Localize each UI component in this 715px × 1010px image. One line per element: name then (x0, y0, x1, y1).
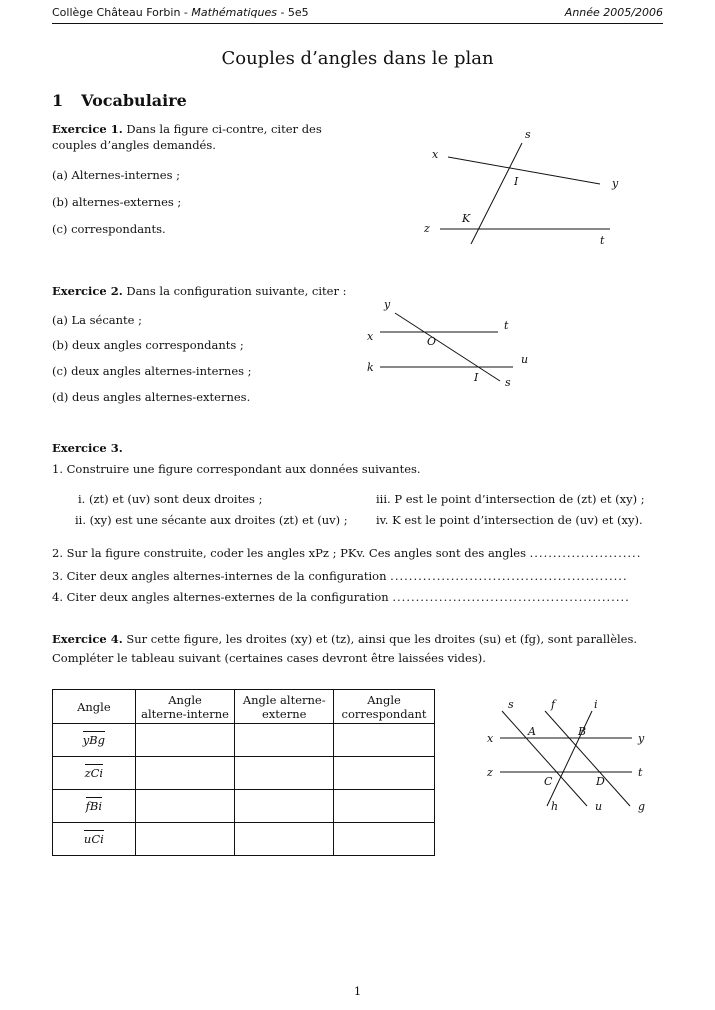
ex4-th-alt-int (135, 690, 235, 724)
ex1-label-y: y (612, 177, 619, 190)
ex3-label: Exercice 3. (52, 441, 123, 455)
ex2-label: Exercice 2. (52, 284, 123, 298)
ex3-q3-row (52, 569, 628, 583)
angle-name: yBg (82, 733, 105, 747)
ex1-label-K: K (462, 212, 471, 225)
angle-name: fBi (85, 799, 103, 813)
ex4-label-t: t (638, 766, 643, 779)
answer-cell[interactable] (334, 823, 435, 856)
ex1-label-x: x (432, 148, 439, 161)
ex1-item-a: (a) Alternes-internes ; (52, 168, 181, 182)
answer-cell[interactable] (334, 724, 435, 757)
ex2-label-I: I (474, 371, 479, 384)
ex1-figure (423, 128, 619, 247)
ex3-q4: 4. Citer deux angles alternes-externes de la configuration (52, 590, 389, 604)
ex1-label-t: t (600, 234, 605, 247)
ex3-q1: 1. Construire une figure correspondant aux données suivantes. (52, 462, 421, 476)
ex4-label-g: g (638, 800, 646, 813)
ex4-label-C: C (544, 775, 553, 788)
ex1-item-b: (b) alternes-externes ; (52, 195, 182, 209)
answer-cell[interactable] (135, 757, 235, 790)
ex4-row-angle (53, 724, 136, 757)
ex2-intro (52, 284, 347, 298)
ex2-label-x: x (367, 330, 374, 343)
ex4-th-alt-ext-l2: externe (262, 706, 307, 721)
ex4-row-angle (53, 823, 136, 856)
ex3-q2: 2. Sur la figure construite, coder les angles xPz ; PKv. Ces angles sont des angles (52, 546, 526, 560)
ex2-figure (367, 298, 528, 389)
ex3-q2-dots: ........................ (529, 546, 642, 560)
ex4-label-z: z (487, 766, 493, 779)
ex2-item-c: (c) deux angles alternes-internes ; (52, 364, 252, 378)
ex3-item-i: i. (zt) et (uv) sont deux droites ; (78, 492, 263, 506)
answer-cell[interactable] (334, 790, 435, 823)
ex4-figure (486, 698, 645, 813)
ex4-th-corr-l1: Angle (367, 692, 401, 707)
ex4-th-corr (334, 690, 435, 724)
ex3-item-iv: iv. K est le point d’intersection de (uv) et (xy). (376, 513, 643, 527)
table-row (53, 823, 435, 856)
ex2-label-O: O (427, 335, 437, 348)
answer-cell[interactable] (235, 790, 334, 823)
ex4-row-angle (53, 790, 136, 823)
ex4-text-line2: Compléter le tableau suivant (certaines cases devront être laissées vides). (52, 651, 486, 665)
ex4-th-alt-ext-l1: Angle alterne- (242, 692, 326, 707)
ex3-item-iii: iii. P est le point d’intersection de (zt) et (xy) ; (376, 492, 645, 506)
answer-cell[interactable] (235, 724, 334, 757)
section-number: 1 (52, 91, 64, 110)
table-row (53, 790, 435, 823)
ex1-label-z: z (424, 222, 430, 235)
header-class: - 5e5 (276, 6, 309, 19)
header-school: Collège Château Forbin - (52, 6, 192, 19)
ex4-line-su (502, 711, 587, 806)
answer-cell[interactable] (135, 790, 235, 823)
ex2-label-u: u (521, 353, 529, 366)
ex4-label-D: D (596, 775, 605, 788)
ex1-line-xy (448, 157, 600, 184)
ex4-label-i: i (594, 698, 598, 711)
ex4-table (52, 689, 435, 856)
ex1-text-line2: couples d’angles demandés. (52, 138, 216, 152)
ex4-table-header (53, 690, 435, 724)
ex4-line-fg (545, 711, 630, 806)
ex4-text-line1: Sur cette figure, les droites (xy) et (tz), ainsi que les droites (su) et (fg), sont parallèles. (126, 632, 638, 646)
header-year: Année 2005/2006 (564, 6, 663, 19)
ex2-label-s: s (505, 376, 511, 389)
ex4-th-corr-l2: correspondant (341, 706, 427, 721)
page-title: Couples d’angles dans le plan (221, 48, 494, 69)
ex2-text: Dans la configuration suivante, citer : (126, 284, 347, 298)
ex4-label-x: x (487, 732, 494, 745)
ex1-item-c: (c) correspondants. (52, 222, 166, 236)
answer-cell[interactable] (334, 757, 435, 790)
angle-name: uCi (83, 832, 104, 846)
answer-cell[interactable] (235, 823, 334, 856)
ex3-q4-dots: ................................................... (392, 590, 630, 604)
ex2-item-d: (d) deus angles alternes-externes. (52, 390, 251, 404)
ex3-q4-row (52, 590, 630, 604)
ex4-label-B: B (578, 725, 587, 738)
ex4-intro (52, 632, 637, 646)
ex4-label-h: h (551, 800, 559, 813)
ex4-th-angle: Angle (53, 690, 136, 724)
ex4-label: Exercice 4. (52, 632, 123, 646)
ex4-th-alt-int-l1: Angle (168, 692, 202, 707)
ex3-q2-row (52, 546, 641, 560)
angle-name: zCi (84, 766, 104, 780)
table-row (53, 724, 435, 757)
ex4-th-alt-int-l2: alterne-interne (141, 706, 229, 721)
answer-cell[interactable] (135, 823, 235, 856)
ex4-label-A: A (528, 725, 536, 738)
ex4-label-u: u (595, 800, 603, 813)
header-subject: Mathématiques (191, 6, 277, 19)
table-row (53, 757, 435, 790)
ex4-label-f: f (551, 698, 556, 711)
ex1-label-I: I (514, 175, 519, 188)
ex2-item-b: (b) deux angles correspondants ; (52, 338, 244, 352)
ex2-label-t: t (504, 319, 509, 332)
ex4-th-alt-ext (235, 690, 334, 724)
ex3-q3-dots: ................................................... (390, 569, 628, 583)
ex2-label-y: y (384, 298, 391, 311)
ex4-row-angle (53, 757, 136, 790)
ex2-label-k: k (367, 361, 374, 374)
ex4-label-y: y (638, 732, 645, 745)
ex2-item-a: (a) La sécante ; (52, 313, 143, 327)
ex2-line-secant (395, 313, 500, 381)
section-name: Vocabulaire (81, 91, 187, 110)
ex1-text-line1: Dans la figure ci-contre, citer des (126, 122, 322, 136)
ex1-label: Exercice 1. (52, 122, 123, 136)
ex3-item-ii: ii. (xy) est une sécante aux droites (zt) et (uv) ; (75, 513, 348, 527)
page-number: 1 (353, 984, 362, 998)
ex3-q3: 3. Citer deux angles alternes-internes de la configuration (52, 569, 387, 583)
answer-cell[interactable] (135, 724, 235, 757)
ex1-label-s: s (525, 128, 531, 141)
ex4-label-s: s (508, 698, 514, 711)
answer-cell[interactable] (235, 757, 334, 790)
